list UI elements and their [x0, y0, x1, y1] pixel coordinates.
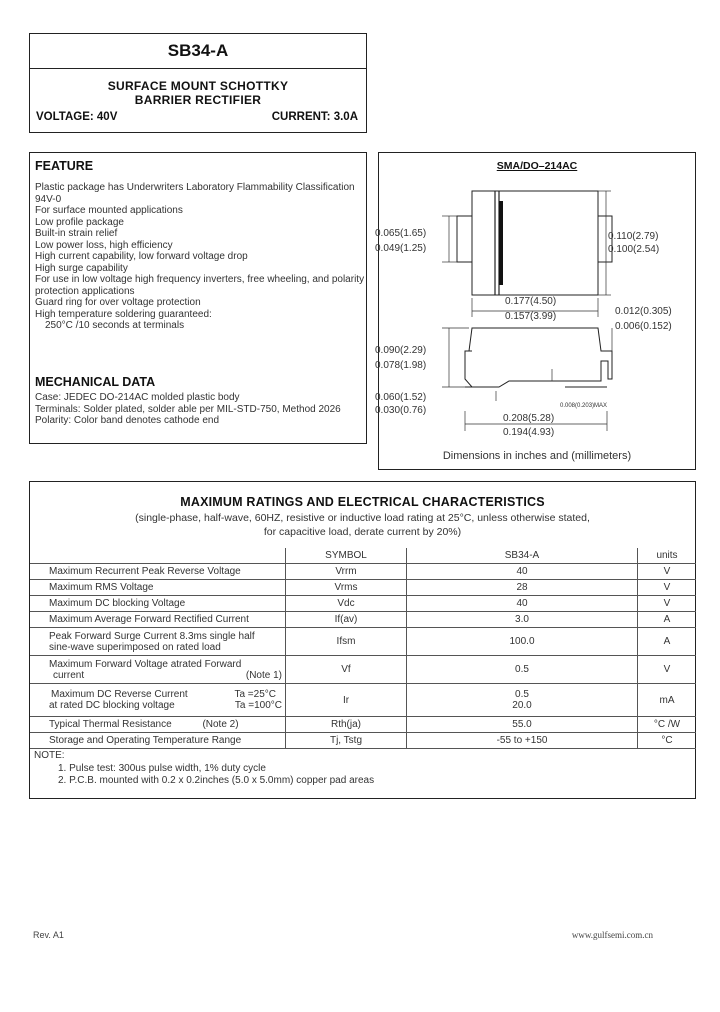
row-unit: V — [638, 656, 697, 684]
device-title — [30, 79, 366, 107]
note-heading: NOTE: — [34, 750, 65, 761]
feature-item: For use in low voltage high frequency inverters, free wheeling, and polarity — [35, 274, 365, 285]
feature-item: protection applications — [35, 285, 135, 297]
dim-total-min: 0.194(4.93) — [503, 427, 555, 438]
table-header-row — [30, 548, 696, 564]
row-symbol: Vrms — [286, 580, 407, 596]
row-symbol: Vrrm — [286, 564, 407, 580]
row-param-cond-2: Ta =100°C — [234, 700, 282, 711]
mechanical-item: Case: JEDEC DO-214AC molded plastic body — [35, 392, 240, 403]
col-symbol: SYMBOL — [286, 548, 407, 564]
row-value: 40 — [407, 596, 638, 612]
dim-foot-min: 0.030(0.76) — [375, 405, 427, 416]
mechanical-list — [35, 392, 365, 427]
row-param — [30, 656, 286, 684]
note-item: 1. Pulse test: 300us pulse width, 1% duty cycle — [58, 762, 266, 774]
subtitle-line-2: BARRIER RECTIFIER — [134, 93, 262, 107]
row-value: 0.5 — [407, 656, 638, 684]
dim-lead-max: 0.012(0.305) — [615, 306, 672, 317]
revision: Rev. A1 — [33, 930, 64, 940]
subtitle-line-1: SURFACE MOUNT SCHOTTKY — [107, 79, 289, 93]
row-value: 28 — [407, 580, 638, 596]
package-title: SMA/DO–214AC — [496, 160, 578, 172]
row-unit: V — [638, 580, 697, 596]
row-param: Maximum Recurrent Peak Reverse Voltage — [30, 564, 286, 580]
feature-item: Low power loss, high efficiency — [35, 239, 173, 251]
row-unit: mA — [638, 684, 697, 717]
dim-thick-max: 0.090(2.29) — [375, 345, 427, 356]
feature-heading: FEATURE — [35, 159, 94, 173]
row-param: Maximum DC blocking Voltage — [30, 596, 286, 612]
dim-body-min: 0.157(3.99) — [505, 311, 557, 322]
header-box — [29, 33, 367, 133]
row-value: 40 — [407, 564, 638, 580]
row-unit: A — [638, 612, 697, 628]
row-unit: °C — [638, 733, 697, 749]
voltage-rating: VOLTAGE: 40V — [36, 111, 118, 123]
row-param-line-1: Peak Forward Surge Current 8.3ms single half — [49, 630, 255, 642]
row-param: Maximum Average Forward Rectified Current — [30, 612, 286, 628]
feature-item: High surge capability — [35, 262, 128, 274]
feature-item: For surface mounted applications — [35, 205, 183, 216]
table-row — [30, 733, 696, 749]
rating-summary — [30, 111, 366, 123]
feature-list — [35, 182, 365, 332]
ratings-note-line-1: (single-phase, half-wave, 60HZ, resistive or inductive load rating at 25°C, unless otherwise stated, — [135, 512, 590, 524]
table-row — [30, 717, 696, 733]
row-symbol: Ir — [286, 684, 407, 717]
ratings-box — [29, 481, 696, 799]
col-units: units — [638, 548, 697, 564]
feature-item: High temperature soldering guaranteed: — [35, 308, 212, 320]
table-row — [30, 580, 696, 596]
ratings-table — [30, 548, 696, 788]
row-symbol: Vdc — [286, 596, 407, 612]
row-param: Storage and Operating Temperature Range — [30, 733, 286, 749]
row-unit: °C /W — [638, 717, 697, 733]
row-param-line-2: current — [53, 669, 85, 681]
feature-item: Built-in strain relief — [35, 228, 118, 239]
dim-lead-min: 0.006(0.152) — [615, 321, 672, 332]
row-value-2: 20.0 — [512, 700, 532, 711]
row-param — [30, 717, 286, 733]
row-symbol: Vf — [286, 656, 407, 684]
website: www.gulfsemi.com.cn — [571, 930, 653, 940]
row-symbol: If(av) — [286, 612, 407, 628]
table-row — [30, 596, 696, 612]
row-symbol: Rth(ja) — [286, 717, 407, 733]
dim-height-min: 0.049(1.25) — [375, 243, 427, 254]
row-param-line-1: Maximum DC Reverse Current — [51, 689, 188, 700]
row-param-line-2: sine-wave superimposed on rated load — [49, 641, 221, 653]
col-part: SB34-A — [407, 548, 638, 564]
ratings-title: MAXIMUM RATINGS AND ELECTRICAL CHARACTERISTICS — [180, 495, 545, 509]
row-unit: V — [638, 596, 697, 612]
current-rating: CURRENT: 3.0A — [271, 111, 358, 123]
package-box — [375, 152, 696, 470]
feature-item: High current capability, low forward voltage drop — [35, 251, 248, 262]
row-param-line-2: at rated DC blocking voltage — [49, 700, 175, 711]
dim-body-max: 0.177(4.50) — [505, 296, 557, 307]
row-param — [30, 684, 286, 717]
table-row — [30, 564, 696, 580]
ratings-note-line-2: for capacitive load, derate current by 20%) — [263, 526, 462, 538]
row-param — [30, 628, 286, 656]
row-unit: V — [638, 564, 697, 580]
row-symbol: Tj, Tstg — [286, 733, 407, 749]
row-value: 3.0 — [407, 612, 638, 628]
feature-item: Low profile package — [35, 216, 124, 228]
row-value: -55 to +150 — [407, 733, 638, 749]
row-param-line-1: Maximum Forward Voltage atrated Forward — [49, 658, 242, 670]
dim-total-max: 0.208(5.28) — [503, 413, 555, 424]
row-unit: A — [638, 628, 697, 656]
row-value: 100.0 — [407, 628, 638, 656]
dimensions-caption: Dimensions in inches and (millimeters) — [442, 450, 632, 462]
table-row — [30, 612, 696, 628]
row-value — [407, 684, 638, 717]
dim-height-max: 0.065(1.65) — [375, 228, 427, 239]
note-item: 2. P.C.B. mounted with 0.2 x 0.2inches (5.0 x 5.0mm) copper pad areas — [58, 775, 375, 786]
feature-item: 250°C /10 seconds at terminals — [45, 320, 185, 331]
dim-foot-max: 0.060(1.52) — [375, 392, 427, 403]
side-view-outline — [465, 328, 612, 387]
dim-thick-min: 0.078(1.98) — [375, 360, 427, 371]
row-param-note: (Note 2) — [202, 719, 239, 730]
mechanical-item: Terminals: Solder plated, solder able per MIL-STD-750, Method 2026 — [35, 403, 341, 415]
cathode-band — [499, 201, 503, 285]
row-param: Maximum RMS Voltage — [30, 580, 286, 596]
row-param-cond-1: Ta =25°C — [234, 689, 276, 700]
table-row — [30, 628, 696, 656]
feature-item: 94V-0 — [35, 193, 62, 205]
notes-row — [30, 749, 696, 788]
table-row — [30, 684, 696, 717]
mechanical-item: Polarity: Color band denotes cathode end — [35, 415, 220, 426]
feature-item: Plastic package has Underwriters Laboratory Flammability Classification — [35, 182, 355, 193]
feature-box — [29, 152, 367, 444]
row-value: 55.0 — [407, 717, 638, 733]
dim-side-max: 0.110(2.79) — [608, 231, 659, 242]
dim-standoff: 0.008(0.203)MAX — [560, 403, 608, 409]
part-number: SB34-A — [30, 34, 366, 69]
dim-side-min: 0.100(2.54) — [608, 244, 660, 255]
row-symbol: Ifsm — [286, 628, 407, 656]
row-param-text: Typical Thermal Resistance — [49, 719, 172, 730]
row-value-1: 0.5 — [515, 689, 529, 700]
table-row — [30, 656, 696, 684]
mechanical-heading: MECHANICAL DATA — [35, 375, 156, 389]
feature-item: Guard ring for over voltage protection — [35, 297, 201, 308]
row-param-note: (Note 1) — [245, 669, 282, 681]
top-view-outline — [457, 191, 612, 295]
